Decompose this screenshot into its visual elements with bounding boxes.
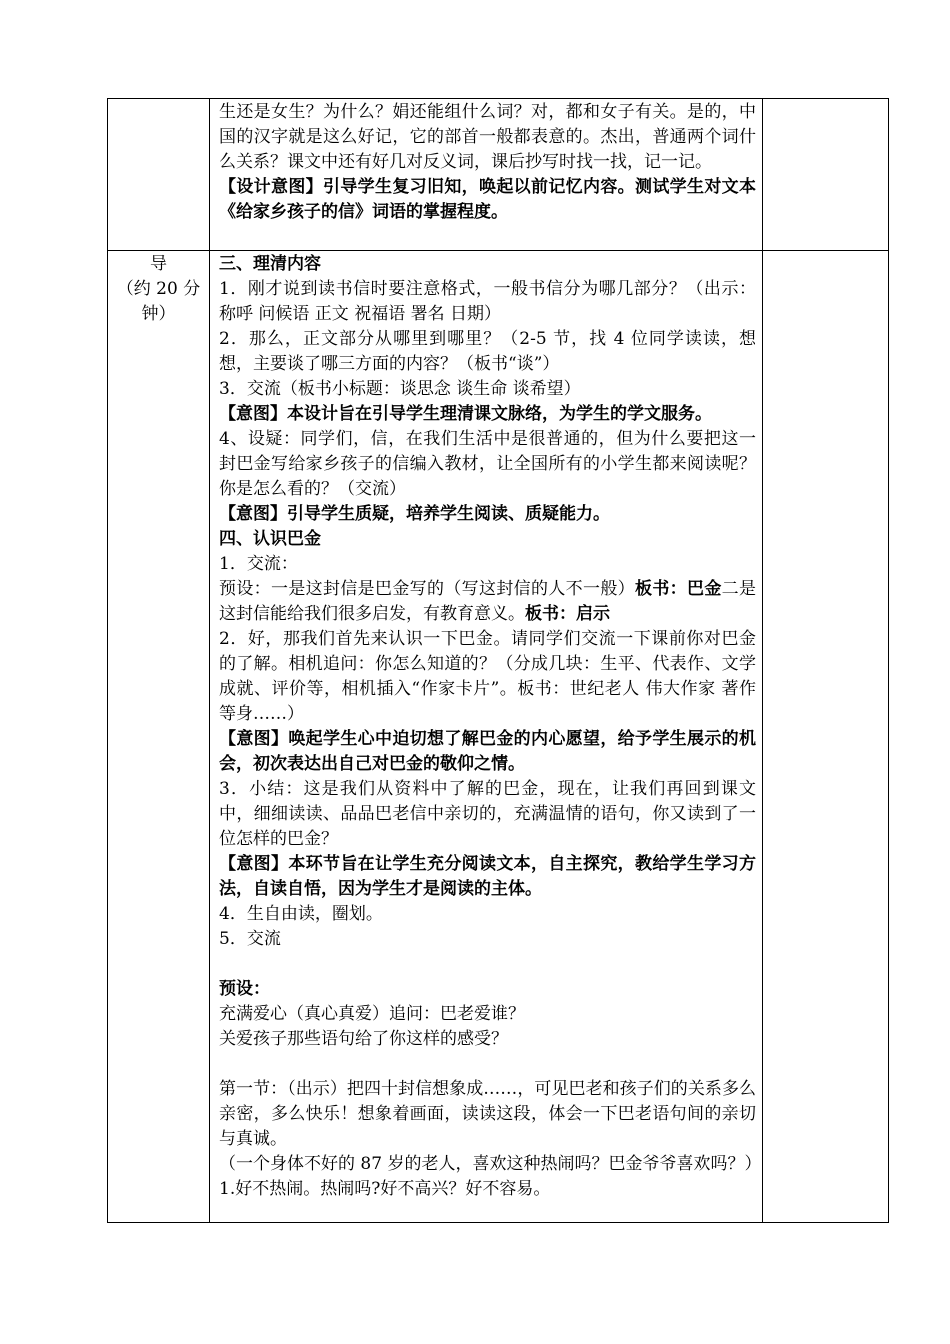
- paragraph: 2．好，那我们首先来认识一下巴金。请同学们交流一下课前你对巴金的了解。相机追问：你怎么知道的？（分成几块：生平、代表作、文学成就、评价等，相机插入“作家卡片”。板书：世纪老人 伟大作家 著作等身……）: [219, 629, 756, 724]
- board-note: 板书：巴金: [635, 579, 722, 599]
- paragraph: 3．交流（板书小标题：谈思念 谈生命 谈希望）: [219, 379, 581, 399]
- stage-cell: [108, 251, 210, 1223]
- heading-or-intent: 【意图】引导学生质疑，培养学生阅读、质疑能力。: [219, 504, 610, 524]
- heading-or-intent: 【设计意图】引导学生复习旧知，唤起以前记忆内容。测试学生对文本《给家乡孩子的信》词语的掌握程度。: [219, 177, 756, 222]
- paragraph: [219, 577, 756, 627]
- paragraph: 充满爱心（真心真爱）追问：巴老爱谁？: [219, 1004, 525, 1024]
- text-span: 预设：一是这封信是巴金写的（写这封信的人不一般）: [219, 579, 635, 599]
- board-note: 板书：启示: [525, 604, 610, 624]
- stage-label: [108, 251, 209, 327]
- heading-or-intent: 四、认识巴金: [219, 529, 321, 549]
- paragraph: 5．交流: [219, 929, 281, 949]
- table-row: [108, 99, 889, 251]
- lesson-plan-table: [107, 98, 889, 1223]
- blank-line: [219, 952, 756, 977]
- paragraph: 关爱孩子那些语句给了你这样的感受？: [219, 1029, 508, 1049]
- content-cell: [210, 99, 763, 251]
- paragraph: 1．刚才说到读书信时要注意格式，一般书信分为哪几部分？（出示：称呼 问候语 正文 祝福语 署名 日期）: [219, 279, 756, 324]
- paragraph: 4、设疑：同学们，信，在我们生活中是很普通的，但为什么要把这一封巴金写给家乡孩子的信编入教材，让全国所有的小学生都来阅读呢？你是怎么看的？（交流）: [219, 429, 756, 499]
- stage-time: （约 20 分钟）: [116, 279, 201, 324]
- stage-cell: [108, 99, 210, 251]
- content-text: [210, 251, 762, 1204]
- paragraph: 4．生自由读，圈划。: [219, 904, 383, 924]
- heading-or-intent: 【意图】本环节旨在让学生充分阅读文本，自主探究，教给学生学习方法，自读自悟，因为学生才是阅读的主体。: [219, 854, 756, 899]
- paragraph: 第一节：（出示）把四十封信想象成……，可见巴老和孩子们的关系多么亲密，多么快乐！想象着画面，读读这段，体会一下巴老语句间的亲切与真诚。: [219, 1079, 756, 1149]
- notes-cell: [763, 99, 889, 251]
- heading-or-intent: 三、理清内容: [219, 254, 321, 274]
- paragraph: （一个身体不好的 87 岁的老人，喜欢这种热闹吗？巴金爷爷喜欢吗？）: [219, 1154, 762, 1174]
- paragraph: 生还是女生？为什么？娟还能组什么词？对，都和女子有关。是的，中国的汉字就是这么好记，它的部首一般都表意的。杰出，普通两个词什么关系？课文中还有好几对反义词，课后抄写时找一找，记一记。: [219, 102, 756, 172]
- heading-or-intent: 【意图】本设计旨在引导学生理清课文脉络，为学生的学文服务。: [219, 404, 712, 424]
- text-span: 二是这封信能给我们很多启发，有教育意义。: [219, 579, 757, 624]
- blank-line: [219, 1052, 756, 1077]
- content-text: [210, 99, 762, 227]
- table-row: [108, 251, 889, 1223]
- paragraph: 1．交流：: [219, 554, 298, 574]
- paragraph: 2．那么，正文部分从哪里到哪里？（2-5 节，找 4 位同学读读，想想，主要谈了哪三方面的内容？（板书“谈”）: [219, 329, 756, 374]
- heading-or-intent: 预设：: [219, 979, 270, 999]
- stage-name: 导: [150, 254, 167, 274]
- notes-cell: [763, 251, 889, 1223]
- paragraph: 3．小结：这是我们从资料中了解的巴金，现在，让我们再回到课文中，细细读读、品品巴老信中亲切的，充满温情的语句，你又读到了一位怎样的巴金？: [219, 779, 756, 849]
- heading-or-intent: 【意图】唤起学生心中迫切想了解巴金的内心愿望，给予学生展示的机会，初次表达出自己对巴金的敬仰之情。: [219, 729, 756, 774]
- paragraph: 1.好不热闹。热闹吗?好不高兴？好不容易。: [219, 1179, 551, 1199]
- content-cell: [210, 251, 763, 1223]
